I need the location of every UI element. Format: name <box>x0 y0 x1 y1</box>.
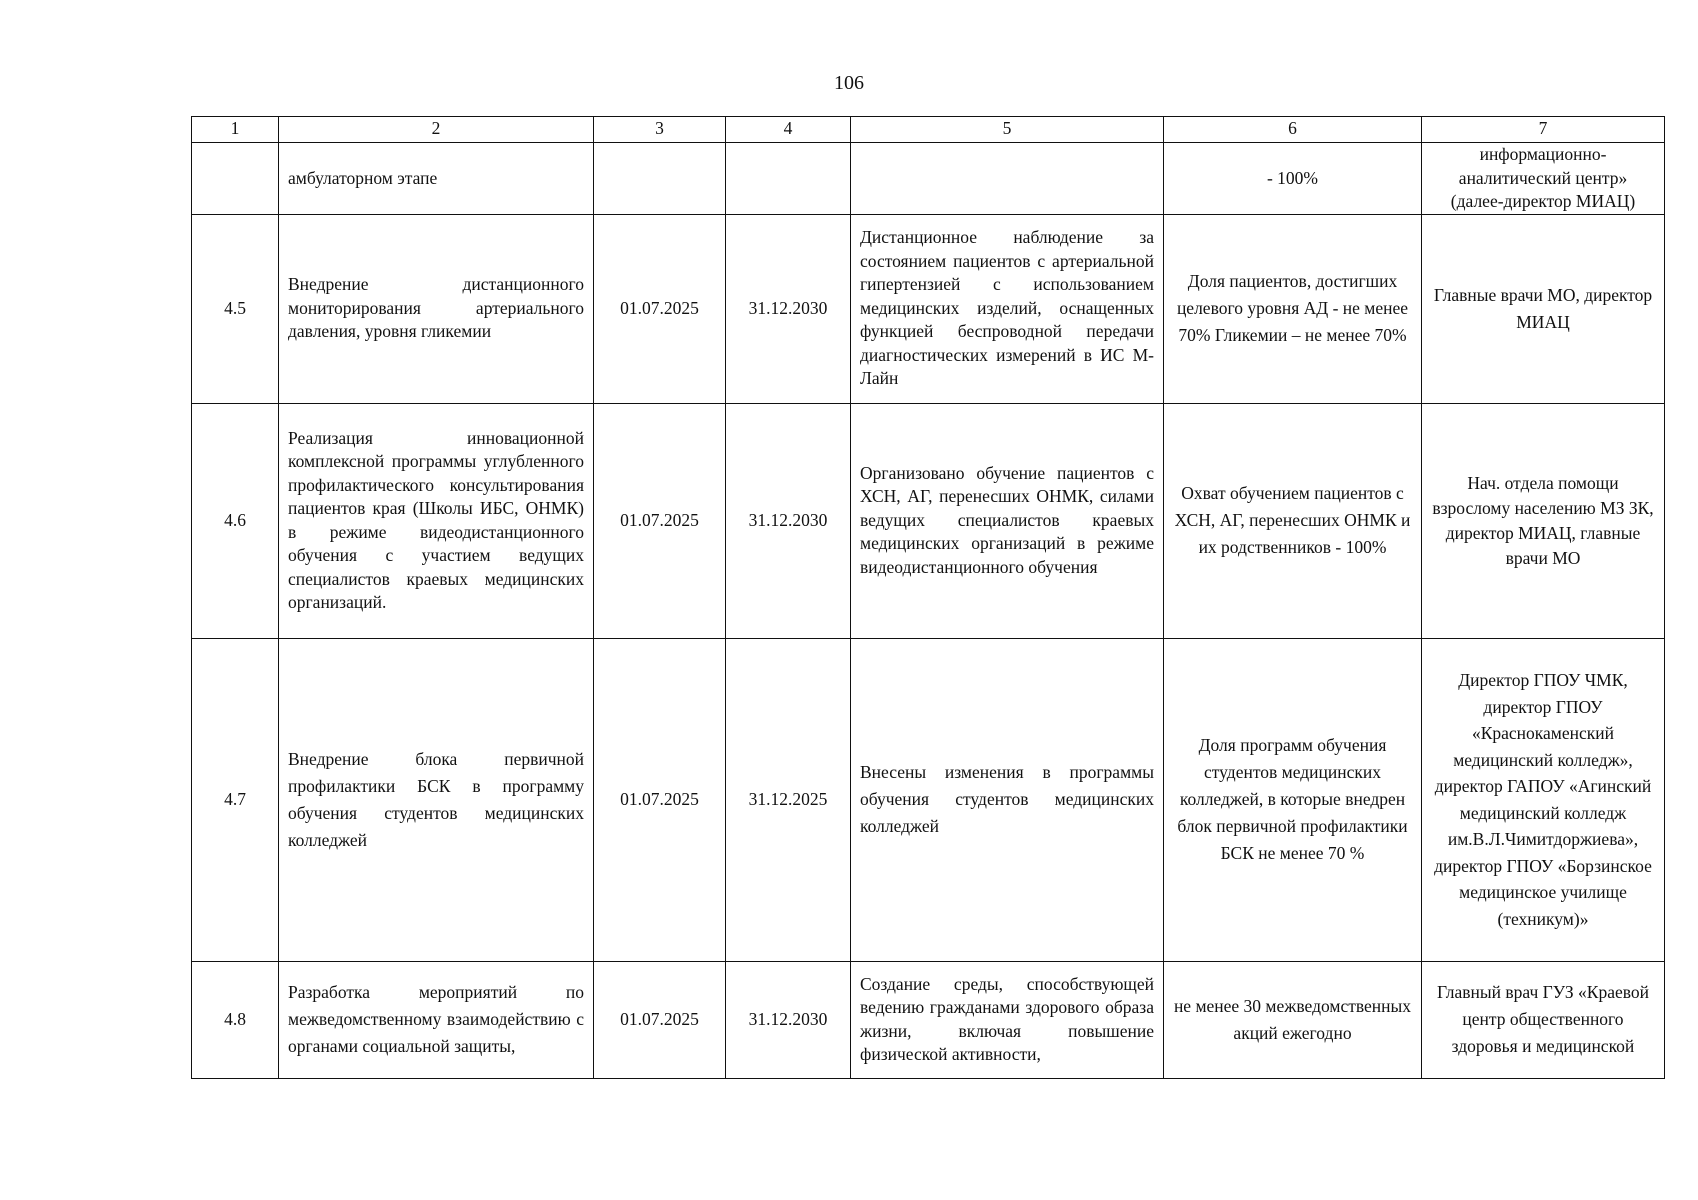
start-date-cell: 01.07.2025 <box>594 403 726 638</box>
measure-cell: амбулаторном этапе <box>279 143 594 215</box>
measure-cell: Внедрение дистанционного мониторирования артериального давления, уровня гликемии <box>279 214 594 403</box>
start-date-cell: 01.07.2025 <box>594 961 726 1078</box>
result-cell: Организовано обучение пациентов с ХСН, АГ, перенесших ОНМК, силами ведущих специалистов краевых медицинских организаций в режиме видеодистанционного обучения <box>851 403 1164 638</box>
indicator-cell: - 100% <box>1164 143 1422 215</box>
column-number: 6 <box>1164 117 1422 143</box>
column-numbers-row <box>192 117 1665 143</box>
indicator-cell: не менее 30 межведомственных акций ежегодно <box>1164 961 1422 1078</box>
row-number: 4.5 <box>192 214 279 403</box>
end-date-cell: 31.12.2030 <box>726 961 851 1078</box>
responsible-cell: Нач. отдела помощи взрослому населению МЗ ЗК, директор МИАЦ, главные врачи МО <box>1422 403 1665 638</box>
end-date-cell: 31.12.2025 <box>726 638 851 961</box>
responsible-cell: Директор ГПОУ ЧМК, директор ГПОУ «Краснокаменский медицинский колледж», директор ГАПОУ «Агинский медицинский колледж им.В.Л.Чимитдоржиева», директор ГПОУ «Борзинское медицинское училище (техникум)» <box>1422 638 1665 961</box>
result-cell <box>851 143 1164 215</box>
row-number <box>192 143 279 215</box>
table-row <box>192 143 1665 215</box>
page-number: 106 <box>834 72 864 94</box>
responsible-cell: информационно-аналитический центр» (далее-директор МИАЦ) <box>1422 143 1665 215</box>
result-cell: Внесены изменения в программы обучения студентов медицинских колледжей <box>851 638 1164 961</box>
table-row <box>192 961 1665 1078</box>
end-date-cell: 31.12.2030 <box>726 403 851 638</box>
table-row <box>192 214 1665 403</box>
indicator-cell: Охват обучением пациентов с ХСН, АГ, перенесших ОНМК и их родственников - 100% <box>1164 403 1422 638</box>
column-number: 5 <box>851 117 1164 143</box>
row-number: 4.6 <box>192 403 279 638</box>
column-number: 2 <box>279 117 594 143</box>
responsible-cell: Главные врачи МО, директор МИАЦ <box>1422 214 1665 403</box>
indicator-cell: Доля программ обучения студентов медицинских колледжей, в которые внедрен блок первичной профилактики БСК не менее 70 % <box>1164 638 1422 961</box>
action-plan-table <box>191 116 1665 1079</box>
start-date-cell: 01.07.2025 <box>594 214 726 403</box>
row-number: 4.8 <box>192 961 279 1078</box>
start-date-cell <box>594 143 726 215</box>
responsible-cell: Главный врач ГУЗ «Краевой центр общественного здоровья и медицинской <box>1422 961 1665 1078</box>
column-number: 4 <box>726 117 851 143</box>
result-cell: Создание среды, способствующей ведению гражданами здорового образа жизни, включая повышение физической активности, <box>851 961 1164 1078</box>
table-row <box>192 403 1665 638</box>
measure-cell: Внедрение блока первичной профилактики БСК в программу обучения студентов медицинских колледжей <box>279 638 594 961</box>
start-date-cell: 01.07.2025 <box>594 638 726 961</box>
end-date-cell: 31.12.2030 <box>726 214 851 403</box>
table-row <box>192 638 1665 961</box>
measure-cell: Разработка мероприятий по межведомственному взаимодействию с органами социальной защиты, <box>279 961 594 1078</box>
result-cell: Дистанционное наблюдение за состоянием пациентов с артериальной гипертензией с использованием медицинских изделий, оснащенных функцией беспроводной передачи диагностических измерений в ИС М-Лайн <box>851 214 1164 403</box>
column-number: 3 <box>594 117 726 143</box>
column-number: 7 <box>1422 117 1665 143</box>
column-number: 1 <box>192 117 279 143</box>
end-date-cell <box>726 143 851 215</box>
indicator-cell: Доля пациентов, достигших целевого уровня АД - не менее 70% Гликемии – не менее 70% <box>1164 214 1422 403</box>
row-number: 4.7 <box>192 638 279 961</box>
measure-cell: Реализация инновационной комплексной программы углубленного профилактического консультирования пациентов края (Школы ИБС, ОНМК) в режиме видеодистанционного обучения с участием ведущих специалистов краевых медицинских организаций. <box>279 403 594 638</box>
